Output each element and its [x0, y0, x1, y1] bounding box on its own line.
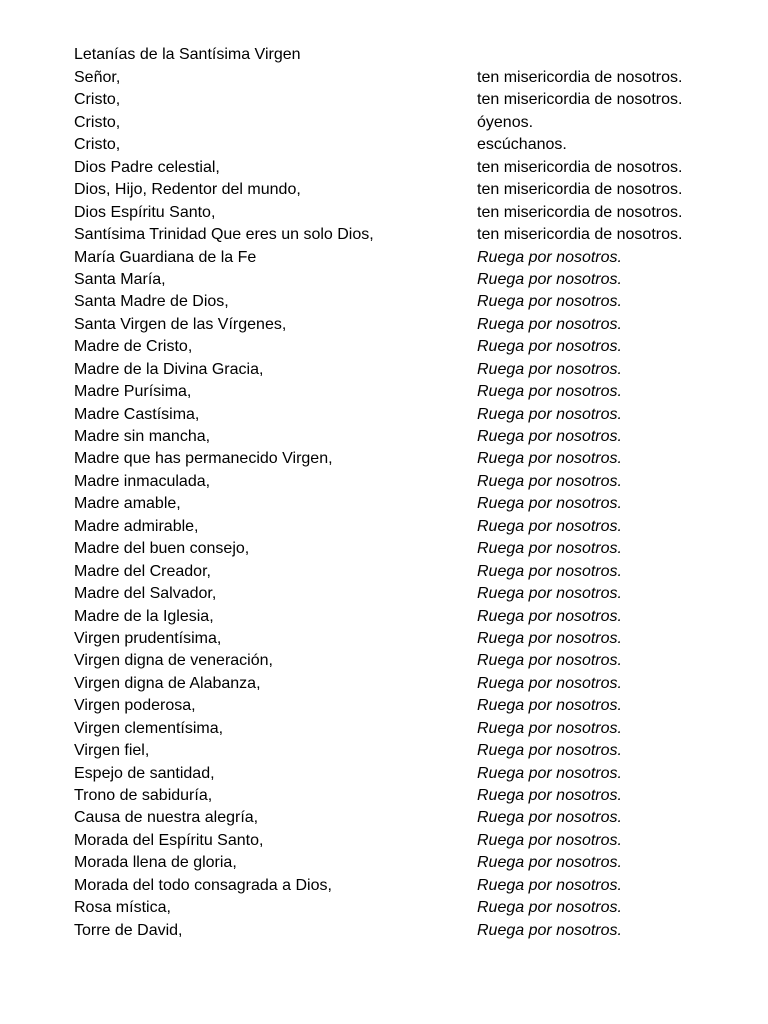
- response-text: ten misericordia de nosotros.: [477, 181, 683, 199]
- invocation-text: María Guardiana de la Fe: [74, 248, 257, 266]
- litany-list: [0, 67, 768, 942]
- invocation-text: Virgen digna de veneración,: [74, 652, 273, 670]
- invocation-text: Virgen prudentísima,: [74, 629, 222, 647]
- litany-line: [0, 247, 768, 269]
- invocation-text: Madre de la Iglesia,: [74, 607, 214, 625]
- litany-line: [0, 89, 768, 111]
- response-text: Ruega por nosotros.: [477, 854, 622, 872]
- invocation-text: Rosa mística,: [74, 899, 171, 917]
- litany-line: [0, 269, 768, 291]
- litany-line: [0, 785, 768, 807]
- invocation-text: Madre admirable,: [74, 517, 199, 535]
- response-text: Ruega por nosotros.: [477, 629, 622, 647]
- response-text: Ruega por nosotros.: [477, 428, 622, 445]
- invocation-text: Morada llena de gloria,: [74, 854, 237, 872]
- response-text: Ruega por nosotros.: [477, 787, 622, 804]
- litany-line: [0, 448, 768, 470]
- litany-line: [0, 897, 768, 919]
- litany-line: [0, 359, 768, 381]
- response-text: Ruega por nosotros.: [477, 540, 622, 558]
- response-text: Ruega por nosotros.: [477, 405, 622, 423]
- response-text: Ruega por nosotros.: [477, 831, 622, 849]
- litany-line: [0, 291, 768, 313]
- invocation-text: Madre Castísima,: [74, 405, 200, 423]
- invocation-text: Virgen fiel,: [74, 742, 150, 760]
- invocation-text: Espejo de santidad,: [74, 764, 215, 782]
- invocation-text: Santa María,: [74, 270, 166, 288]
- response-text: Ruega por nosotros.: [477, 809, 622, 827]
- invocation-text: Morada del todo consagrada a Dios,: [74, 876, 332, 894]
- invocation-text: Trono de sabiduría,: [74, 787, 213, 804]
- response-text: óyenos.: [477, 113, 534, 131]
- litany-line: [0, 336, 768, 358]
- response-text: ten misericordia de nosotros.: [477, 203, 683, 221]
- response-text: Ruega por nosotros.: [477, 495, 622, 513]
- response-text: ten misericordia de nosotros.: [477, 226, 683, 244]
- response-text: Ruega por nosotros.: [477, 248, 622, 266]
- litany-line: [0, 493, 768, 515]
- litany-line: [0, 471, 768, 493]
- response-text: Ruega por nosotros.: [477, 293, 622, 311]
- invocation-text: Virgen digna de Alabanza,: [74, 674, 261, 692]
- litany-line: [0, 718, 768, 740]
- response-text: Ruega por nosotros.: [477, 697, 622, 715]
- invocation-text: Madre que has permanecido Virgen,: [74, 450, 333, 468]
- response-text: Ruega por nosotros.: [477, 562, 622, 580]
- invocation-text: Cristo,: [74, 91, 121, 109]
- litany-line: [0, 381, 768, 403]
- invocation-text: Virgen poderosa,: [74, 697, 196, 715]
- litany-line: [0, 314, 768, 336]
- invocation-text: Madre del Creador,: [74, 562, 211, 580]
- invocation-text: Torre de David,: [74, 921, 183, 939]
- invocation-text: Madre de Cristo,: [74, 338, 193, 356]
- invocation-text: Santísima Trinidad Que eres un solo Dios,: [74, 226, 374, 244]
- invocation-text: Causa de nuestra alegría,: [74, 809, 259, 827]
- invocation-text: Madre del Salvador,: [74, 585, 217, 603]
- invocation-text: Madre del buen consejo,: [74, 540, 250, 558]
- response-text: Ruega por nosotros.: [477, 585, 622, 603]
- litany-line: [0, 67, 768, 89]
- response-text: Ruega por nosotros.: [477, 450, 622, 468]
- litany-line: [0, 538, 768, 560]
- invocation-text: Dios Espíritu Santo,: [74, 203, 216, 221]
- response-text: Ruega por nosotros.: [477, 652, 622, 670]
- document-title: Letanías de la Santísima Virgen: [74, 46, 301, 63]
- response-text: Ruega por nosotros.: [477, 719, 622, 737]
- invocation-text: Madre de la Divina Gracia,: [74, 360, 264, 378]
- invocation-text: Santa Madre de Dios,: [74, 293, 229, 311]
- litany-line: [0, 179, 768, 201]
- litany-line: [0, 224, 768, 246]
- response-text: Ruega por nosotros.: [477, 674, 622, 692]
- litany-line: [0, 112, 768, 134]
- litany-line: [0, 134, 768, 156]
- litany-line: [0, 628, 768, 650]
- response-text: escúchanos.: [477, 136, 567, 154]
- litany-line: [0, 852, 768, 874]
- invocation-text: Dios, Hijo, Redentor del mundo,: [74, 181, 301, 199]
- litany-line: [0, 807, 768, 829]
- invocation-text: Virgen clementísima,: [74, 719, 224, 737]
- invocation-text: Madre inmaculada,: [74, 472, 211, 490]
- invocation-text: Cristo,: [74, 136, 121, 154]
- response-text: ten misericordia de nosotros.: [477, 158, 683, 176]
- invocation-text: Santa Virgen de las Vírgenes,: [74, 315, 287, 333]
- response-text: Ruega por nosotros.: [477, 921, 622, 939]
- litany-line: [0, 157, 768, 179]
- response-text: Ruega por nosotros.: [477, 899, 622, 917]
- litany-line: [0, 740, 768, 762]
- response-text: Ruega por nosotros.: [477, 338, 622, 356]
- invocation-text: Morada del Espíritu Santo,: [74, 831, 264, 849]
- litany-line: [0, 830, 768, 852]
- litany-line: [0, 202, 768, 224]
- response-text: Ruega por nosotros.: [477, 315, 622, 333]
- invocation-text: Madre amable,: [74, 495, 181, 513]
- response-text: Ruega por nosotros.: [477, 607, 622, 625]
- response-text: Ruega por nosotros.: [477, 517, 622, 535]
- litany-line: [0, 516, 768, 538]
- litany-line: [0, 920, 768, 942]
- invocation-text: Madre sin mancha,: [74, 428, 211, 445]
- response-text: Ruega por nosotros.: [477, 764, 622, 782]
- response-text: Ruega por nosotros.: [477, 270, 622, 288]
- litany-line: [0, 583, 768, 605]
- litany-line: [0, 695, 768, 717]
- litany-line: [0, 404, 768, 426]
- litany-line: [0, 673, 768, 695]
- response-text: ten misericordia de nosotros.: [477, 91, 683, 109]
- invocation-text: Señor,: [74, 69, 121, 86]
- invocation-text: Cristo,: [74, 113, 121, 131]
- response-text: Ruega por nosotros.: [477, 876, 622, 894]
- response-text: Ruega por nosotros.: [477, 472, 622, 490]
- invocation-text: Dios Padre celestial,: [74, 158, 220, 176]
- litany-line: [0, 426, 768, 448]
- litany-line: [0, 875, 768, 897]
- litany-line: [0, 606, 768, 628]
- response-text: ten misericordia de nosotros.: [477, 69, 683, 86]
- response-text: Ruega por nosotros.: [477, 742, 622, 760]
- litany-line: [0, 763, 768, 785]
- response-text: Ruega por nosotros.: [477, 360, 622, 378]
- invocation-text: Madre Purísima,: [74, 383, 192, 401]
- response-text: Ruega por nosotros.: [477, 383, 622, 401]
- litany-line: [0, 650, 768, 672]
- litany-line: [0, 561, 768, 583]
